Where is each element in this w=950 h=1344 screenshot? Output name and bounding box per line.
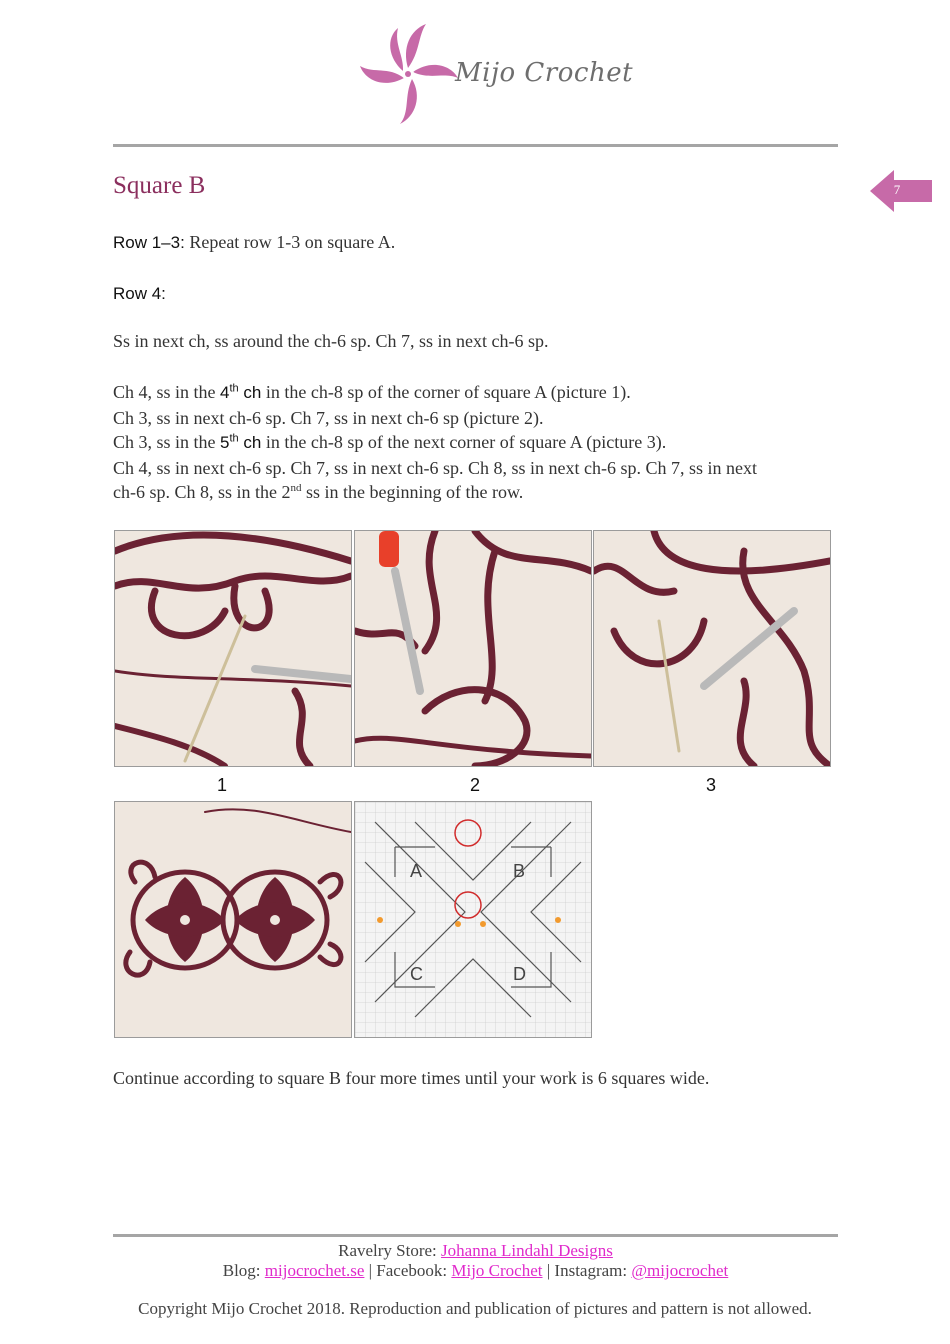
header-divider: [113, 144, 838, 147]
instruction-line-3: Ch 3, ss in next ch-6 sp. Ch 7, ss in next ch-6 sp (picture 2).: [113, 407, 544, 428]
row-1-3-instruction: [113, 230, 395, 256]
diagram-label-c: C: [410, 964, 423, 984]
picture-2-caption: 2: [469, 775, 480, 795]
page-number: 7: [893, 182, 901, 197]
continue-instruction: Continue according to square B four more times until your work is 6 squares wide.: [113, 1068, 710, 1088]
flower-logo-icon: [360, 18, 460, 130]
row-4-heading: [113, 281, 166, 307]
blog-link[interactable]: mijocrochet.se: [264, 1261, 365, 1280]
row-1-3-text: Repeat row 1-3 on square A.: [189, 232, 396, 252]
row-4-label: Row 4:: [113, 284, 166, 303]
copyright-notice: Copyright Mijo Crochet 2018. Reproduction and publication of pictures and pattern is not allowed.: [138, 1299, 812, 1318]
ravelry-store-link[interactable]: Johanna Lindahl Designs: [441, 1241, 613, 1260]
picture-1-caption: 1: [216, 775, 227, 795]
instagram-link[interactable]: @mijocrochet: [631, 1261, 729, 1280]
logo-wordmark: Mijo Crochet: [455, 58, 634, 88]
instruction-line-5: Ch 4, ss in next ch-6 sp. Ch 7, ss in next ch-6 sp. Ch 8, ss in next ch-6 sp. Ch 7, ss in next: [113, 457, 757, 478]
facebook-link[interactable]: Mijo Crochet: [451, 1261, 543, 1280]
footer-social: Blog: mijocrochet.se | Facebook: Mijo Crochet | Instagram: @mijocrochet: [222, 1261, 729, 1280]
row-1-3-label: Row 1–3:: [113, 233, 185, 252]
footer-divider: [113, 1234, 838, 1237]
instruction-line-1: Ss in next ch, ss around the ch-6 sp. Ch 7, ss in next ch-6 sp.: [113, 331, 549, 351]
diagram-label-d: D: [513, 964, 526, 984]
crochet-chart-diagram: [354, 801, 592, 1038]
instruction-line-6: ch-6 sp. Ch 8, ss in the 2nd ss in the beginning of the row.: [113, 482, 524, 503]
footer-ravelry: Ravelry Store: Johanna Lindahl Designs: [338, 1241, 613, 1260]
instruction-line-2: Ch 4, ss in the 4th ch in the ch-8 sp of the corner of square A (picture 1).: [113, 382, 631, 402]
instruction-block: [113, 380, 838, 505]
instruction-line-4: Ch 3, ss in the 5th ch in the ch-8 sp of the next corner of square A (picture 3).: [113, 432, 667, 453]
picture-3: [593, 530, 831, 767]
picture-1: [114, 530, 352, 767]
picture-3-caption: 3: [705, 775, 716, 795]
diagram-label-a: A: [410, 861, 423, 881]
picture-finished-squares: [114, 801, 352, 1038]
diagram-label-b: B: [513, 861, 526, 881]
picture-2: [354, 530, 592, 767]
section-title: Square B: [113, 172, 206, 199]
